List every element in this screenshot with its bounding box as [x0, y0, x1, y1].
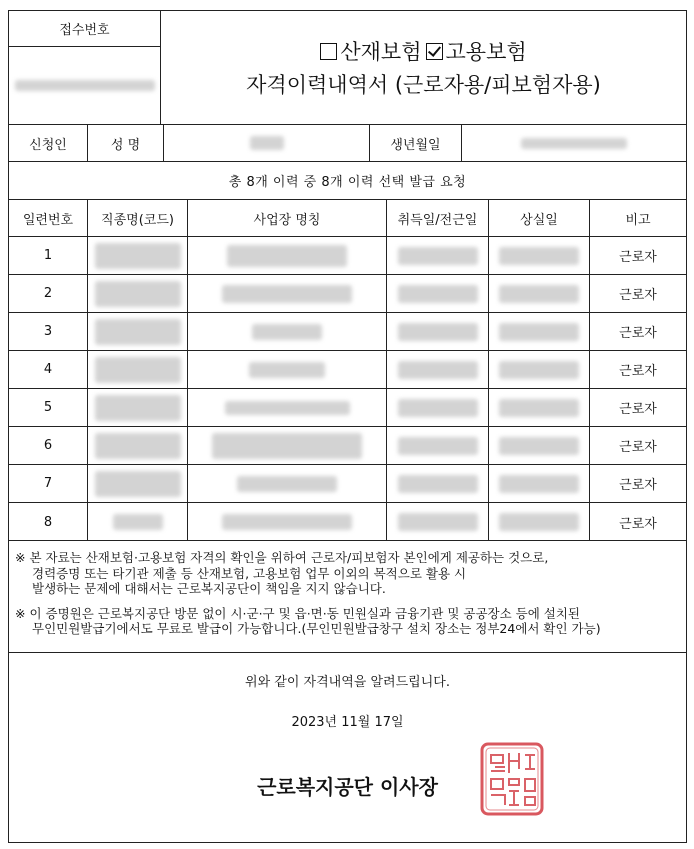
redacted-loss-cell — [489, 503, 590, 541]
row-remark: 근로자 — [619, 364, 657, 379]
row-remark: 근로자 — [619, 288, 657, 303]
notice-kiosk-line2: 무인민원발급기에서도 무료로 발급이 가능합니다.(무인민원발급창구 설치 장소는 정부24에서 확인 가능) — [32, 621, 601, 636]
redacted-workplace-cell — [188, 275, 387, 312]
header-loss-date: 상실일 — [489, 200, 590, 236]
certificate-document — [8, 10, 687, 843]
receipt-number-value — [9, 47, 160, 124]
history-table — [9, 200, 686, 541]
row-number: 6 — [9, 427, 88, 464]
loss-date-cell — [489, 237, 590, 274]
row-remark: 근로자 — [619, 402, 657, 417]
redacted-acquisition-cell — [387, 313, 489, 350]
insurance-type-line — [320, 37, 526, 65]
notice-kiosk — [15, 606, 680, 637]
header-workplace: 사업장 명칭 — [188, 200, 387, 236]
notice-usage-line3: 발생하는 문제에 대해서는 근로복지공단이 책임을 지지 않습니다. — [32, 581, 386, 596]
official-seal-stamp — [479, 741, 545, 817]
applicant-row — [9, 125, 686, 162]
header-serial-no: 일련번호 — [9, 200, 88, 236]
redacted-name — [250, 136, 284, 150]
row-number: 4 — [9, 351, 88, 388]
row-remark: 근로자 — [619, 250, 657, 265]
notice-section — [9, 540, 686, 653]
receipt-number-box — [9, 11, 161, 125]
redacted-acquisition-cell — [387, 465, 489, 502]
redacted-workplace-cell — [188, 465, 387, 502]
industrial-insurance-label: 산재보험 — [340, 40, 422, 64]
request-summary: 총 8개 이력 중 8개 이력 선택 발급 요청 — [9, 162, 686, 200]
redacted-job-cell — [88, 503, 188, 541]
document-footer — [9, 653, 686, 843]
name-value — [164, 125, 370, 161]
row-number: 5 — [9, 389, 88, 426]
redacted-job-cell — [88, 465, 188, 502]
redacted-loss-cell — [489, 427, 590, 464]
redacted-job-cell — [88, 275, 188, 312]
header-remarks: 비고 — [625, 212, 651, 228]
redacted-acquisition-cell — [387, 275, 489, 312]
redacted-workplace-cell — [188, 351, 387, 388]
redacted-job-cell — [88, 351, 188, 388]
row-remark: 근로자 — [619, 440, 657, 455]
redacted-loss-cell — [489, 389, 590, 426]
insurance-option-employment — [426, 36, 527, 66]
employment-insurance-label: 고용보험 — [445, 40, 527, 64]
dob-value — [462, 125, 686, 161]
issue-date: 2023년 11월 17일 — [291, 715, 404, 730]
table-row — [9, 503, 686, 541]
title-box — [161, 11, 686, 125]
redacted-acquisition-cell — [387, 503, 489, 541]
industrial-insurance-checkbox — [320, 43, 337, 60]
document-title: 자격이력내역서 (근로자용/피보험자용) — [246, 73, 601, 97]
redacted-workplace-cell — [188, 427, 387, 464]
row-number: 8 — [9, 503, 88, 541]
redacted-job-cell — [88, 237, 188, 274]
row-number: 3 — [9, 313, 88, 350]
table-row — [9, 465, 686, 503]
redacted-dob — [521, 138, 627, 149]
redacted-acquisition-cell — [387, 237, 489, 274]
receipt-number-label: 접수번호 — [9, 11, 160, 47]
redacted-workplace-cell — [188, 237, 387, 274]
redacted-workplace-cell — [188, 503, 387, 541]
applicant-label: 신청인 — [9, 125, 88, 161]
notice-usage-line2: 경력증명 또는 타기관 제출 등 산재보험, 고용보험 업무 이외의 목적으로 활용 시 — [32, 565, 467, 581]
notice-kiosk-line1: ※ 이 증명원은 근로복지공단 방문 없이 시·군·구 및 읍·면·동 민원실과 금융기관 및 공공장소 등에 설치된 — [15, 605, 580, 621]
header-acquisition-date: 취득일/전근일 — [387, 200, 489, 236]
table-row — [9, 237, 686, 275]
table-row — [9, 351, 686, 389]
row-number: 7 — [9, 465, 88, 502]
row-remark: 근로자 — [619, 516, 657, 532]
redacted-workplace-cell — [188, 313, 387, 350]
footer-statement: 위와 같이 자격내역을 알려드립니다. — [245, 675, 450, 690]
redacted-job-cell — [88, 427, 188, 464]
table-row — [9, 427, 686, 465]
redacted-loss-cell — [489, 275, 590, 312]
table-row — [9, 389, 686, 427]
redacted-workplace-cell — [188, 389, 387, 426]
notice-usage — [15, 550, 680, 597]
redacted-loss-cell — [489, 313, 590, 350]
redacted-acquisition-cell — [387, 389, 489, 426]
redacted-job-cell — [88, 389, 188, 426]
table-row — [9, 313, 686, 351]
employment-insurance-checkbox — [426, 43, 443, 60]
redacted-acquisition-cell — [387, 351, 489, 388]
row-remark: 근로자 — [619, 478, 657, 493]
table-row — [9, 275, 686, 313]
dob-label: 생년월일 — [370, 125, 462, 161]
issuer-name: 근로복지공단 이사장 — [257, 775, 438, 799]
name-label: 성 명 — [88, 125, 164, 161]
document-header — [9, 11, 686, 125]
redacted-loss-cell — [489, 351, 590, 388]
redacted-job-cell — [88, 313, 188, 350]
row-remark: 근로자 — [619, 326, 657, 341]
insurance-option-industrial — [320, 36, 421, 66]
redacted-receipt-number — [15, 80, 155, 91]
row-number: 1 — [9, 237, 88, 274]
row-number: 2 — [9, 275, 88, 312]
redacted-loss-cell — [489, 465, 590, 502]
table-header-row — [9, 200, 686, 237]
redacted-acquisition-cell — [387, 427, 489, 464]
notice-usage-line1: ※ 본 자료는 산재보험·고용보험 자격의 확인을 위하여 근로자/피보험자 본인에게 제공하는 것으로, — [15, 550, 549, 565]
header-job-title: 직종명(코드) — [88, 200, 188, 236]
